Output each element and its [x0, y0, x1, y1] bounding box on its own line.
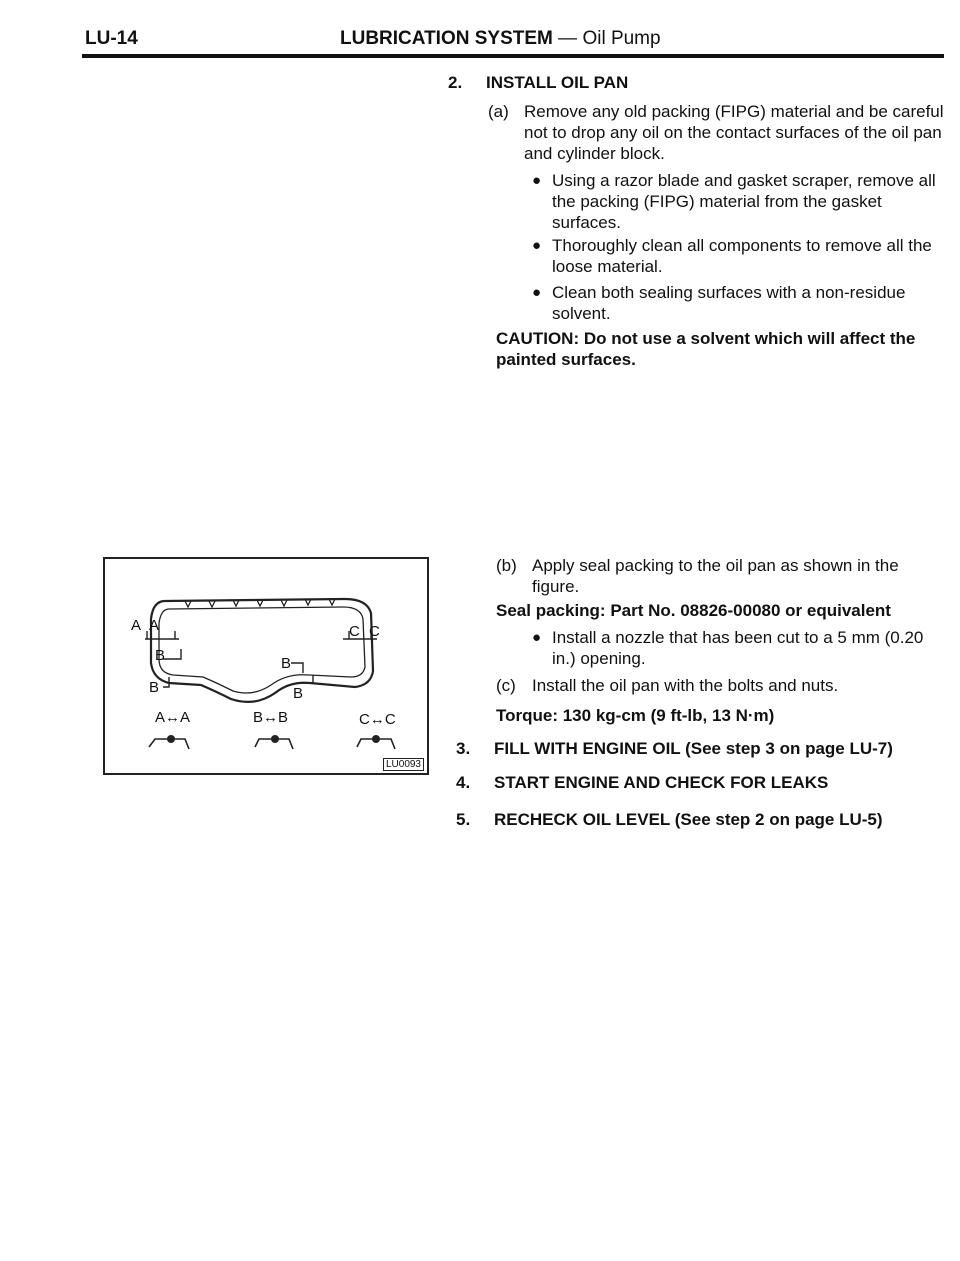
step-title: INSTALL OIL PAN	[486, 73, 629, 92]
section-aa-label: A↔A	[155, 709, 191, 726]
section-title: LUBRICATION SYSTEM	[340, 28, 553, 49]
substep-b	[496, 555, 950, 597]
bullet-dot: ●	[532, 629, 542, 646]
subsection-title: Oil Pump	[582, 28, 661, 49]
bullet-text: Using a razor blade and gasket scraper, remove all the packing (FIPG) material from the gasket surfaces.	[552, 171, 936, 232]
substep-text: Apply seal packing to the oil pan as shown in the figure.	[532, 556, 899, 596]
label-c-left: C	[349, 623, 360, 640]
bullet-text: Thoroughly clean all components to remove all the loose material.	[552, 236, 932, 276]
substep-text: Install the oil pan with the bolts and nuts.	[532, 676, 839, 695]
bullet-text: Install a nozzle that has been cut to a 5 mm (0.20 in.) opening.	[552, 628, 924, 668]
figure-code: LU0093	[383, 758, 424, 771]
step-text: START ENGINE AND CHECK FOR LEAKS	[494, 773, 829, 792]
bullet-item	[532, 170, 950, 233]
step-3	[456, 739, 893, 759]
caution-note: CAUTION: Do not use a solvent which will affect the painted surfaces.	[496, 329, 916, 369]
step-text: RECHECK OIL LEVEL (See step 2 on page LU-5)	[494, 810, 883, 829]
substep-label: (b)	[496, 556, 517, 575]
label-a-right: A	[149, 617, 160, 634]
bullet-dot: ●	[532, 172, 542, 189]
label-b-3: B	[281, 655, 292, 672]
section-cc-label: C↔C	[359, 711, 396, 728]
label-b-2: B	[149, 679, 160, 696]
page-title	[340, 28, 661, 50]
substep-label: (c)	[496, 676, 516, 695]
step-4	[456, 773, 828, 793]
page-code: LU-14	[85, 28, 138, 49]
label-a-left: A	[131, 617, 142, 634]
step-text: FILL WITH ENGINE OIL (See step 3 on page LU-7)	[494, 739, 893, 758]
bullet-item	[532, 282, 950, 324]
step-number: 4.	[456, 773, 471, 792]
seal-packing-spec: Seal packing: Part No. 08826-00080 or equivalent	[496, 601, 891, 620]
step-number: 5.	[456, 810, 471, 829]
step-number: 3.	[456, 739, 471, 758]
label-b-4: B	[293, 685, 304, 702]
oil-pan-diagram	[105, 559, 427, 773]
step-2-heading	[448, 73, 628, 93]
torque-spec: Torque: 130 kg-cm (9 ft-lb, 13 N·m)	[496, 706, 775, 725]
header-rule	[82, 54, 944, 58]
step-5	[456, 810, 883, 830]
bullet-item	[532, 235, 950, 277]
bullet-item	[532, 627, 950, 669]
substep-c	[496, 675, 950, 696]
substep-label: (a)	[488, 102, 509, 121]
title-dash: —	[558, 28, 578, 49]
bullet-text: Clean both sealing surfaces with a non-residue solvent.	[552, 283, 906, 323]
oil-pan-figure	[103, 557, 429, 775]
substep-a	[488, 101, 950, 164]
bullet-dot: ●	[532, 237, 542, 254]
label-b-1: B	[155, 647, 166, 664]
section-bb-label: B↔B	[253, 709, 289, 726]
bullet-dot: ●	[532, 284, 542, 301]
label-c-right: C	[369, 623, 380, 640]
step-number: 2.	[448, 73, 463, 92]
substep-text: Remove any old packing (FIPG) material and be careful not to drop any oil on the contact surfaces of the oil pan and cylinder block.	[524, 102, 944, 163]
